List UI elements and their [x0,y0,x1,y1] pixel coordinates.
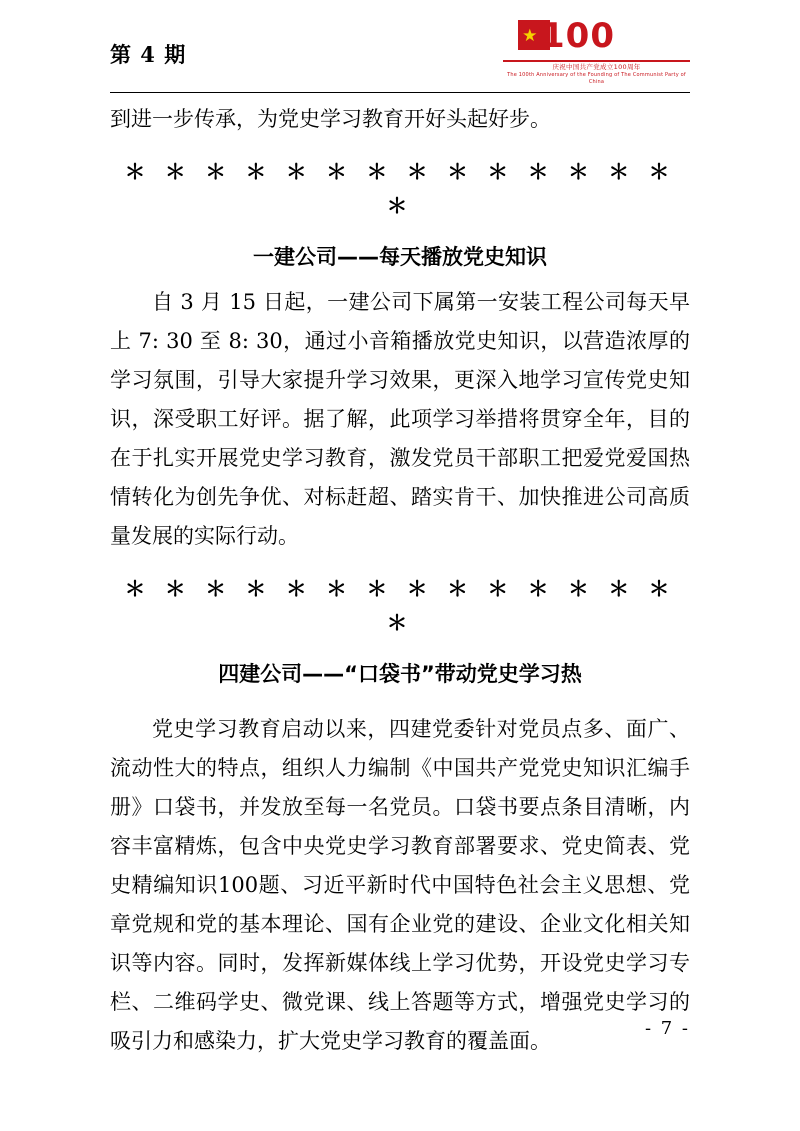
logo-chinese-caption: 庆祝中国共产党成立100周年 [552,63,641,71]
logo-digits: 100 [541,16,615,56]
document-body [110,100,690,1061]
header-rule [110,92,690,93]
section-divider-1: ＊ ＊ ＊ ＊ ＊ ＊ ＊ ＊ ＊ ＊ ＊ ＊ ＊ ＊ ＊ [124,159,676,218]
logo-100-graphic [503,18,690,62]
issue-label: 第 4 期 [110,42,187,67]
continued-paragraph: 到进一步传承，为党史学习教育开好头起好步。 [110,107,551,131]
section-paragraph-yijian: 自 3 月 15 日起，一建公司下属第一安装工程公司每天早上 7: 30 至 8: 30，通过小音箱播放党史知识，以营造浓厚的学习氛围，引导大家提升学习效果，更深入地学习宣传党史知识，深受职工好评。据了解，此项学习举措将贯穿全年，目的在于扎实开展党史学习教育，激发党员干部职工把爱党爱国热情转化为创先争优、对标赶超、踏实肯干、加快推进公司高质量发展的实际行动。 [110,290,690,548]
section-paragraph-sijian: 党史学习教育启动以来，四建党委针对党员点多、面广、流动性大的特点，组织人力编制《中国共产党党史知识汇编手册》口袋书，并发放至每一名党员。口袋书要点条目清晰，内容丰富精炼，包含中央党史学习教育部署要求、党史简表、党史精编知识100题、习近平新时代中国特色社会主义思想、党章党规和党的基本理论、国有企业党的建设、企业文化相关知识等内容。同时，发挥新媒体线上学习优势，开设党史学习专栏、二维码学史、微党课、线上答题等方式，增强党史学习的吸引力和感染力，扩大党史学习教育的覆盖面。 [110,717,690,1053]
logo-divider [503,60,690,62]
section-title-sijian: 四建公司——“口袋书”带动党史学习热 [218,662,582,686]
page-content [110,0,690,1131]
page-header [110,0,690,92]
page-number: - 7 - [644,1018,690,1039]
anniversary-logo [503,16,690,85]
section-divider-2: ＊ ＊ ＊ ＊ ＊ ＊ ＊ ＊ ＊ ＊ ＊ ＊ ＊ ＊ ＊ [124,576,676,635]
logo-english-caption: The 100th Anniversary of the Founding of The Communist Party of China [507,72,686,85]
section-title-yijian: 一建公司——每天播放党史知识 [253,245,547,269]
